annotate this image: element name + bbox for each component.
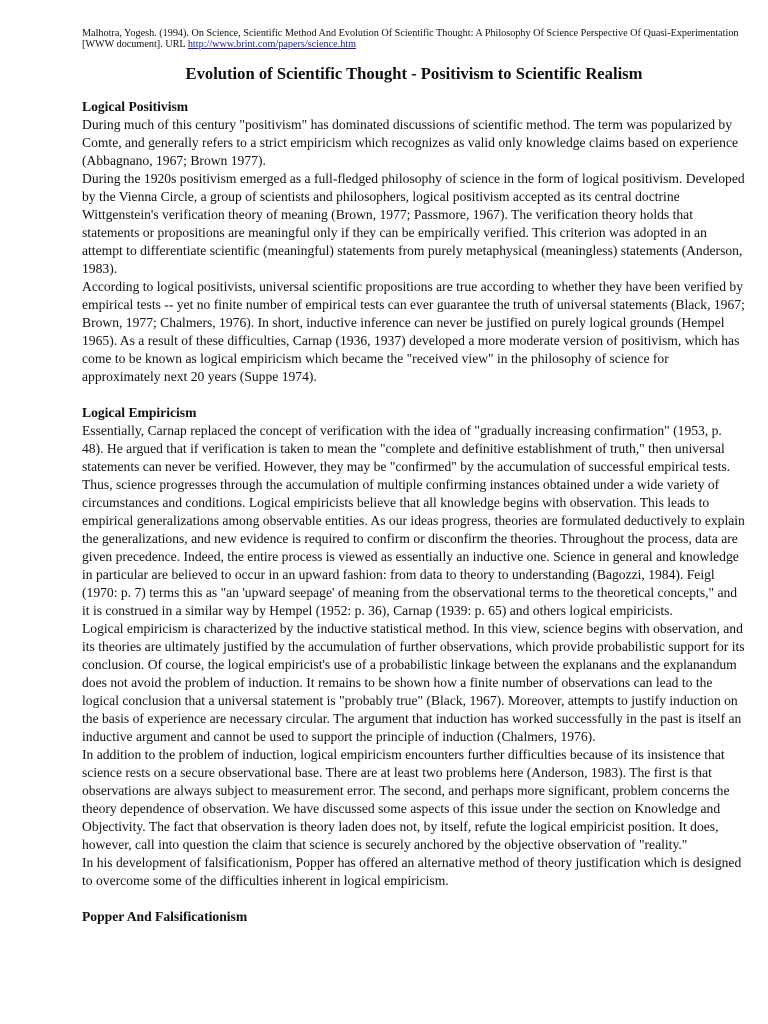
paragraph: Essentially, Carnap replaced the concept of verification with the idea of "gradually increasing confirmation" (1953, p. 48). He argued that if verification is taken to mean the "complete and definitive establishment of truth," then universal statements can never be verified. However, they may be "confirmed" by the accumulation of successful empirical tests. Thus, science progresses through the accumulation of multiple confirming instances obtained under a wide variety of circumstances and conditions. Logical empiricists believe that all knowledge begins with observation. This leads to empirical generalizations among observable entities. As our ideas progress, theories are formulated deductively to explain the generalizations, and new evidence is required to confirm or disconfirm the theories. Throughout the process, data are given precedence. Indeed, the entire process is viewed as essentially an inductive one. Science in general and knowledge in particular are believed to occur in an upward fashion: from data to theory to understanding (Bagozzi, 1984). Feigl (1970: p. 7) terms this as "an 'upward seepage' of meaning from the observational terms to the theoretical concepts," and it is construed in a similar way by Hempel (1952: p. 36), Carnap (1939: p. 65) and others logical empiricists.: [82, 423, 745, 618]
citation-link[interactable]: http://www.brint.com/papers/science.htm: [187, 39, 357, 50]
section-logical-positivism: [82, 98, 746, 386]
section-logical-empiricism: [82, 404, 746, 890]
page-title: Evolution of Scientific Thought - Positivism to Scientific Realism: [185, 64, 643, 83]
paragraph: In his development of falsificationism, Popper has offered an alternative method of theory justification which is designed to overcome some of the difficulties inherent in logical empiricism.: [82, 855, 742, 888]
citation-text: Malhotra, Yogesh. (1994). On Science, Scientific Method And Evolution Of Scientific Thought: A Philosophy Of Science Perspective Of Quasi-Experimentation [WWW document]. URL: [82, 28, 739, 50]
paragraph: Logical empiricism is characterized by the inductive statistical method. In this view, science begins with observation, and its theories are ultimately justified by the accumulation of further observations, which provide probabilistic support for its conclusion. Of course, the logical empiricist's use of a probabilistic linkage between the explanans and the explanandum does not avoid the problem of induction. It remains to be shown how a finite number of observations can lead to the logical conclusion that a universal statement is "probably true" (Black, 1967). Moreover, attempts to justify induction on the basis of experience are necessary circular. The argument that induction has worked successfully in the past is itself an inductive argument and cannot be used to support the principle of induction (Chalmers, 1976).: [82, 621, 745, 744]
paragraph: In addition to the problem of induction, logical empiricism encounters further difficulties because of its insistence that science rests on a secure observational base. There are at least two problems here (Anderson, 1983). The first is that observations are always subject to measurement error. The second, and perhaps more significant, problem concerns the theory dependence of observation. We have discussed some aspects of this issue under the section on Knowledge and Objectivity. The fact that observation is theory laden does not, by itself, refute the logical empiricist position. It does, however, call into question the claim that science is securely anchored by the objective observation of "reality.": [82, 747, 730, 852]
paragraph: During much of this century "positivism" has dominated discussions of scientific method. The term was popularized by Comte, and generally refers to a strict empiricism which recognizes as valid only knowledge claims based on experience (Abbagnano, 1967; Brown 1977).: [82, 117, 739, 168]
paragraph: According to logical positivists, universal scientific propositions are true according to whether they have been verified by empirical tests -- yet no finite number of empirical tests can ever guarantee the truth of universal statements (Black, 1967; Brown, 1977; Chalmers, 1976). In short, inductive inference can never be justified on purely logical grounds (Hempel 1965). As a result of these difficulties, Carnap (1936, 1937) developed a more moderate version of positivism, which has come to be known as logical empiricism which became the "received view" in the philosophy of science for approximately next 20 years (Suppe 1974).: [82, 279, 745, 384]
section-heading: Logical Positivism: [82, 99, 189, 114]
section-heading: Popper And Falsificationism: [82, 909, 248, 924]
section-gap: [82, 386, 746, 404]
section-popper-falsificationism: [82, 908, 746, 926]
citation: [82, 28, 746, 50]
section-gap: [82, 890, 746, 908]
paragraph: During the 1920s positivism emerged as a full-fledged philosophy of science in the form of logical positivism. Developed by the Vienna Circle, a group of scientists and philosophers, logical positivism accepted as its central doctrine Wittgenstein's verification theory of meaning (Brown, 1977; Passmore, 1967). The verification theory holds that statements or propositions are meaningful only if they can be empirically verified. This criterion was adopted in an attempt to differentiate scientific (meaningful) statements from purely metaphysical (meaningless) statements (Anderson, 1983).: [82, 171, 745, 276]
section-heading: Logical Empiricism: [82, 405, 197, 420]
